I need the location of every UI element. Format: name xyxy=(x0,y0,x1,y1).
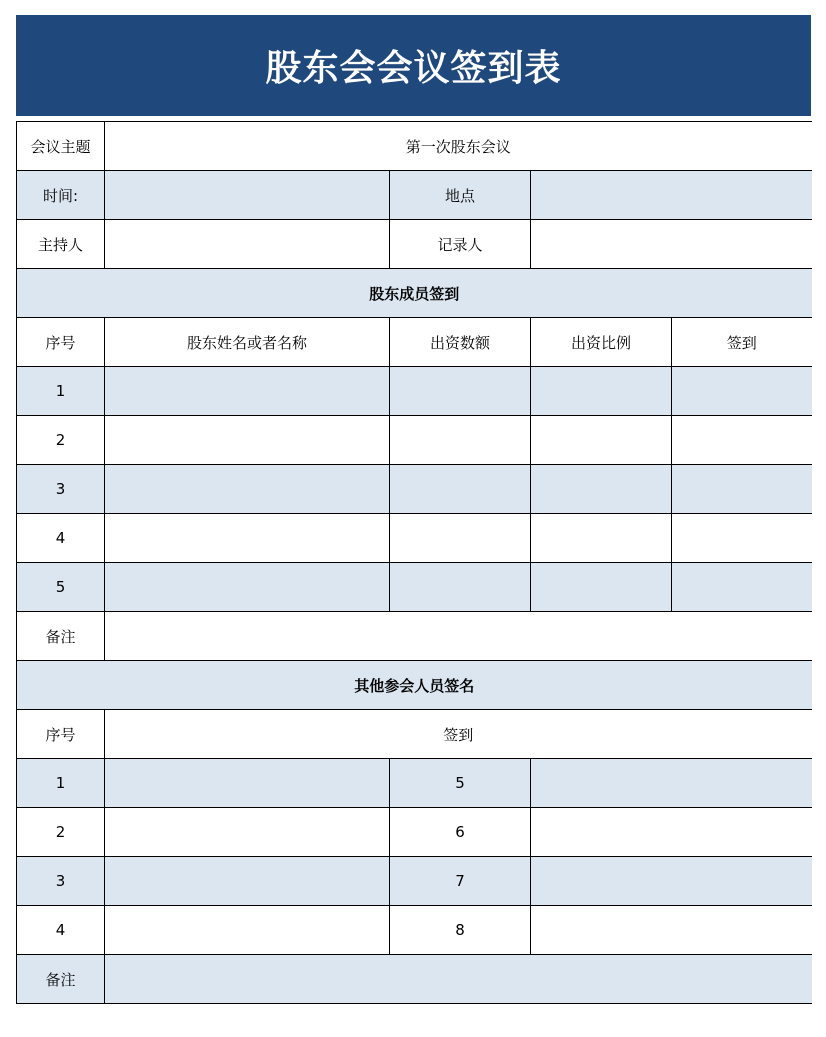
header-ratio: 出资比例 xyxy=(531,318,672,367)
name-cell[interactable] xyxy=(105,514,390,563)
host-recorder-row xyxy=(17,220,812,269)
row-number-right: 8 xyxy=(390,906,531,955)
row-number: 2 xyxy=(17,416,105,465)
remark-value[interactable] xyxy=(105,612,812,661)
signature-cell-left[interactable] xyxy=(105,808,390,857)
others-remark-row xyxy=(17,955,812,1004)
signature-cell-left[interactable] xyxy=(105,906,390,955)
topic-value[interactable]: 第一次股东会议 xyxy=(105,122,812,171)
remark-label: 备注 xyxy=(17,612,105,661)
row-number-left: 3 xyxy=(17,857,105,906)
signature-cell-left[interactable] xyxy=(105,759,390,808)
shareholder-row xyxy=(17,514,812,563)
shareholder-remark-row xyxy=(17,612,812,661)
topic-row xyxy=(17,122,812,171)
ratio-cell[interactable] xyxy=(531,563,672,612)
header-no: 序号 xyxy=(17,318,105,367)
sign-in-sheet xyxy=(16,121,812,1004)
others-header-sign: 签到 xyxy=(105,710,812,759)
remark-label: 备注 xyxy=(17,955,105,1004)
topic-label: 会议主题 xyxy=(17,122,105,171)
others-section-title: 其他参会人员签名 xyxy=(17,661,812,710)
header-sign: 签到 xyxy=(672,318,812,367)
header-name: 股东姓名或者名称 xyxy=(105,318,390,367)
name-cell[interactable] xyxy=(105,367,390,416)
amount-cell[interactable] xyxy=(390,514,531,563)
amount-cell[interactable] xyxy=(390,416,531,465)
time-value[interactable] xyxy=(105,171,390,220)
signature-cell-right[interactable] xyxy=(531,759,812,808)
amount-cell[interactable] xyxy=(390,367,531,416)
shareholder-row xyxy=(17,367,812,416)
host-label: 主持人 xyxy=(17,220,105,269)
time-place-row xyxy=(17,171,812,220)
others-row xyxy=(17,808,812,857)
row-number: 4 xyxy=(17,514,105,563)
shareholder-section-row xyxy=(17,269,812,318)
shareholder-row xyxy=(17,563,812,612)
name-cell[interactable] xyxy=(105,416,390,465)
page-title: 股东会会议签到表 xyxy=(265,48,562,89)
shareholder-row xyxy=(17,416,812,465)
ratio-cell[interactable] xyxy=(531,465,672,514)
sign-cell[interactable] xyxy=(672,367,812,416)
ratio-cell[interactable] xyxy=(531,367,672,416)
shareholder-section-title: 股东成员签到 xyxy=(17,269,812,318)
sign-cell[interactable] xyxy=(672,465,812,514)
signature-cell-right[interactable] xyxy=(531,808,812,857)
shareholder-row xyxy=(17,465,812,514)
others-row xyxy=(17,857,812,906)
row-number-right: 7 xyxy=(390,857,531,906)
remark-value[interactable] xyxy=(105,955,812,1004)
signature-cell-left[interactable] xyxy=(105,857,390,906)
row-number-right: 5 xyxy=(390,759,531,808)
ratio-cell[interactable] xyxy=(531,514,672,563)
others-header-no: 序号 xyxy=(17,710,105,759)
others-row xyxy=(17,906,812,955)
signature-cell-right[interactable] xyxy=(531,906,812,955)
amount-cell[interactable] xyxy=(390,563,531,612)
row-number: 3 xyxy=(17,465,105,514)
time-label: 时间: xyxy=(17,171,105,220)
row-number-right: 6 xyxy=(390,808,531,857)
name-cell[interactable] xyxy=(105,465,390,514)
row-number-left: 1 xyxy=(17,759,105,808)
header-amount: 出资数额 xyxy=(390,318,531,367)
place-value[interactable] xyxy=(531,171,812,220)
host-value[interactable] xyxy=(105,220,390,269)
others-section-row xyxy=(17,661,812,710)
others-row xyxy=(17,759,812,808)
sign-cell[interactable] xyxy=(672,416,812,465)
sign-cell[interactable] xyxy=(672,514,812,563)
amount-cell[interactable] xyxy=(390,465,531,514)
shareholder-header-row xyxy=(17,318,812,367)
recorder-value[interactable] xyxy=(531,220,812,269)
row-number-left: 4 xyxy=(17,906,105,955)
row-number: 1 xyxy=(17,367,105,416)
row-number: 5 xyxy=(17,563,105,612)
place-label: 地点 xyxy=(390,171,531,220)
signature-cell-right[interactable] xyxy=(531,857,812,906)
ratio-cell[interactable] xyxy=(531,416,672,465)
others-header-row xyxy=(17,710,812,759)
title-banner xyxy=(16,15,811,117)
name-cell[interactable] xyxy=(105,563,390,612)
sign-cell[interactable] xyxy=(672,563,812,612)
row-number-left: 2 xyxy=(17,808,105,857)
recorder-label: 记录人 xyxy=(390,220,531,269)
